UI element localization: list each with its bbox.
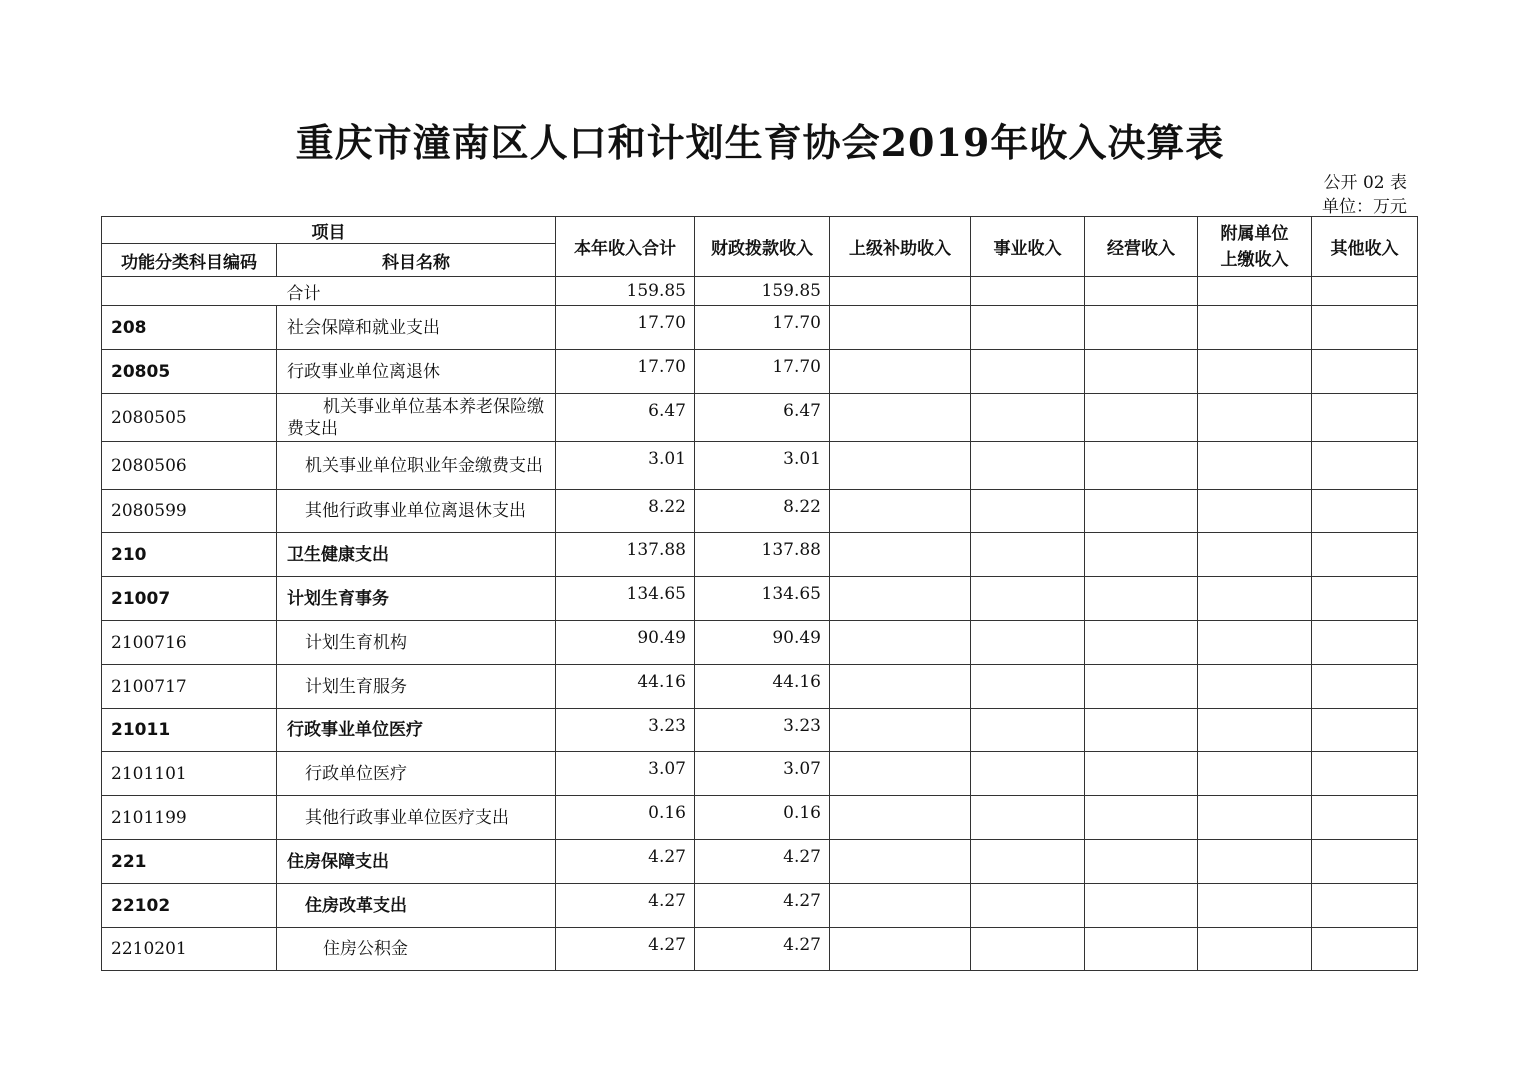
table-row	[102, 884, 1418, 928]
row-name: 住房改革支出	[277, 884, 556, 928]
row-total: 0.16	[556, 796, 695, 840]
row-total: 44.16	[556, 665, 695, 709]
table-row	[102, 665, 1418, 709]
row-name: 行政单位医疗	[277, 752, 556, 796]
table-row	[102, 394, 1418, 442]
row-fiscal: 8.22	[695, 490, 830, 533]
row-code: 22102	[102, 884, 277, 928]
header-upper-subsidy: 上级补助收入	[830, 217, 971, 277]
row-total: 90.49	[556, 621, 695, 665]
row-code: 208	[102, 306, 277, 350]
header-fiscal: 财政拨款收入	[695, 217, 830, 277]
row-total: 17.70	[556, 306, 695, 350]
page-title: 重庆市潼南区人口和计划生育协会2019年收入决算表	[295, 120, 1225, 165]
row-total: 3.23	[556, 709, 695, 752]
table-row	[102, 709, 1418, 752]
header-code: 功能分类科目编码	[102, 244, 277, 277]
row-total: 4.27	[556, 928, 695, 971]
row-total: 4.27	[556, 840, 695, 884]
row-fiscal: 44.16	[695, 665, 830, 709]
row-name: 行政事业单位离退休	[277, 350, 556, 394]
row-fiscal: 17.70	[695, 350, 830, 394]
row-total: 137.88	[556, 533, 695, 577]
row-name: 其他行政事业单位离退休支出	[277, 490, 556, 533]
row-code: 2100716	[102, 621, 277, 665]
row-fiscal: 3.07	[695, 752, 830, 796]
header-operating: 经营收入	[1085, 217, 1198, 277]
row-code: 2080599	[102, 490, 277, 533]
unit-label: 单位：万元	[1322, 197, 1407, 217]
row-code: 221	[102, 840, 277, 884]
table-row	[102, 840, 1418, 884]
header-total-income: 本年收入合计	[556, 217, 695, 277]
table-row	[102, 306, 1418, 350]
row-name: 住房保障支出	[277, 840, 556, 884]
total-row	[102, 277, 1418, 306]
row-total: 3.07	[556, 752, 695, 796]
table-row	[102, 928, 1418, 971]
row-code: 2101101	[102, 752, 277, 796]
row-code: 21007	[102, 577, 277, 621]
row-code: 20805	[102, 350, 277, 394]
row-name: 机关事业单位职业年金缴费支出	[277, 442, 556, 490]
table-row	[102, 796, 1418, 840]
row-code: 2080505	[102, 394, 277, 442]
form-number: 公开 02 表	[1323, 173, 1407, 193]
table-row	[102, 752, 1418, 796]
row-name: 计划生育服务	[277, 665, 556, 709]
table-row	[102, 442, 1418, 490]
row-fiscal: 6.47	[695, 394, 830, 442]
row-name: 卫生健康支出	[277, 533, 556, 577]
row-fiscal: 4.27	[695, 840, 830, 884]
row-name: 机关事业单位基本养老保险缴费支出	[277, 394, 556, 442]
row-total: 3.01	[556, 442, 695, 490]
row-fiscal: 0.16	[695, 796, 830, 840]
row-total: 6.47	[556, 394, 695, 442]
table-row	[102, 350, 1418, 394]
row-name: 行政事业单位医疗	[277, 709, 556, 752]
header-item: 项目	[102, 217, 556, 244]
total-fiscal-value: 159.85	[695, 277, 830, 306]
row-total: 8.22	[556, 490, 695, 533]
row-total: 134.65	[556, 577, 695, 621]
row-fiscal: 3.23	[695, 709, 830, 752]
income-table	[101, 216, 1418, 971]
row-name: 其他行政事业单位医疗支出	[277, 796, 556, 840]
row-code: 2100717	[102, 665, 277, 709]
row-code: 2210201	[102, 928, 277, 971]
row-code: 2080506	[102, 442, 277, 490]
row-name: 计划生育机构	[277, 621, 556, 665]
table-row	[102, 621, 1418, 665]
header-affiliated	[1198, 217, 1312, 277]
row-fiscal: 17.70	[695, 306, 830, 350]
table-row	[102, 577, 1418, 621]
row-fiscal: 90.49	[695, 621, 830, 665]
header-affiliated-line1: 附属单位	[1220, 223, 1289, 244]
header-business: 事业收入	[971, 217, 1085, 277]
row-name: 社会保障和就业支出	[277, 306, 556, 350]
row-fiscal: 134.65	[695, 577, 830, 621]
header-name: 科目名称	[277, 244, 556, 277]
total-label: 合计	[102, 277, 556, 306]
table-row	[102, 490, 1418, 533]
row-fiscal: 137.88	[695, 533, 830, 577]
header-affiliated-line2: 上缴收入	[1220, 249, 1289, 270]
row-name: 住房公积金	[277, 928, 556, 971]
table-row	[102, 533, 1418, 577]
row-code: 2101199	[102, 796, 277, 840]
row-name: 计划生育事务	[277, 577, 556, 621]
row-code: 21011	[102, 709, 277, 752]
row-fiscal: 4.27	[695, 928, 830, 971]
row-code: 210	[102, 533, 277, 577]
row-total: 17.70	[556, 350, 695, 394]
row-fiscal: 4.27	[695, 884, 830, 928]
row-total: 4.27	[556, 884, 695, 928]
row-fiscal: 3.01	[695, 442, 830, 490]
total-income-value: 159.85	[556, 277, 695, 306]
header-other: 其他收入	[1312, 217, 1418, 277]
